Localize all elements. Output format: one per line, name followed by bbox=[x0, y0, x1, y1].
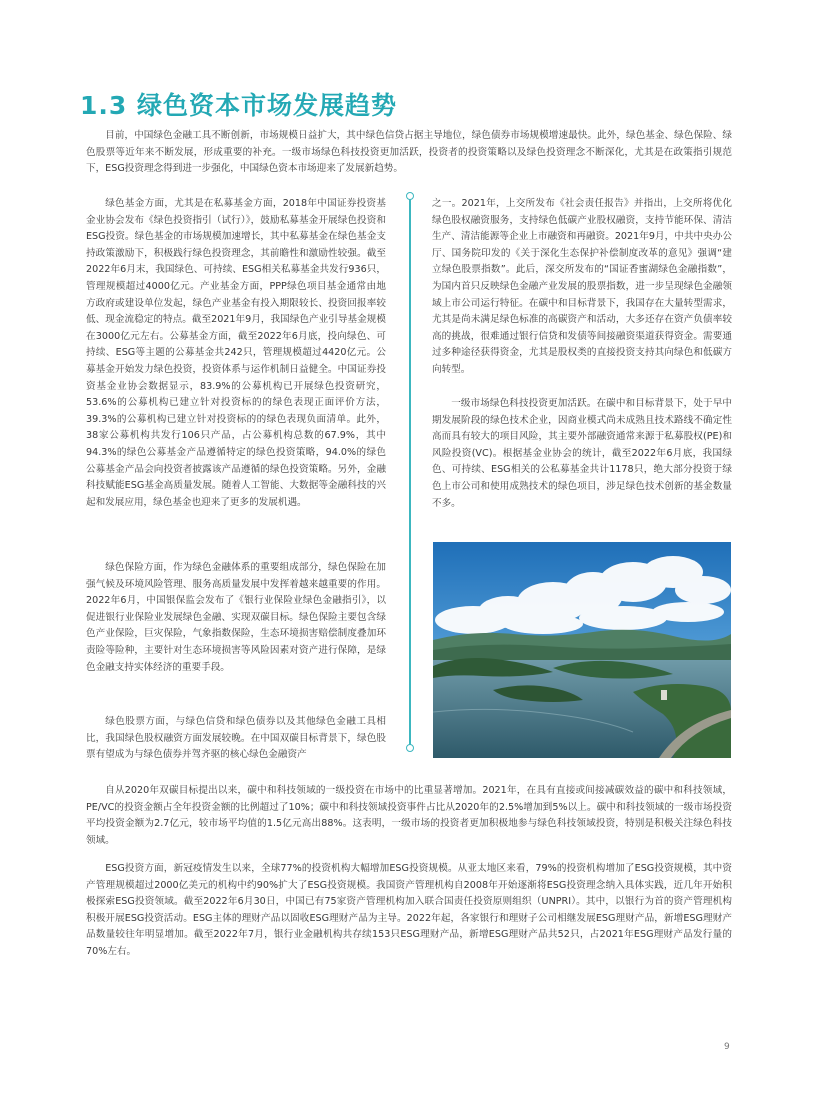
esg-investment-paragraph: ESG投资方面，新冠疫情发生以来，全球77%的投资机构大幅增加ESG投资规模。从亚太地区来看，79%的投资机构增加了ESG投资规模，其中资产管理规模超过2000亿美元的机构中约90%扩大了ESG投资规模。我国资产管理机构自2008年开始逐渐将ESG投资理念纳入具体实践，近几年开始积极探索ESG投资领域。截至2022年6月30日，中国已有75家资产管理机构加入联合国责任投资原则组织（UNPRI）。其中，以银行为首的资产管理机构积极开展ESG投资活动。ESG主体的理财产品以固收ESG理财产品为主导。2022年起，各家银行和理财子公司相继发展ESG理财产品，新增ESG理财产品数量较往年明显增加。截至2022年7月，银行业金融机构共存续153只ESG理财产品，新增ESG理财产品共52只，占2021年ESG理财产品发行量的70%左右。 bbox=[86, 863, 732, 957]
column-divider bbox=[409, 196, 411, 748]
divider-dot-top bbox=[406, 192, 414, 200]
divider-dot-bottom bbox=[406, 744, 414, 752]
green-stock-paragraph: 绿色股票方面，与绿色信贷和绿色债券以及其他绿色金融工具相比，我国绿色股权融资方面发展较晚。在中国双碳目标背景下，绿色股票有望成为与绿色债券并驾齐驱的核心绿色金融资产 bbox=[86, 716, 386, 761]
green-stock-continued-paragraph: 之一。2021年，上交所发布《社会责任报告》并指出，上交所将优化绿色股权融资服务，支持绿色低碳产业股权融资，支持节能环保、清洁生产、清洁能源等企业上市融资和再融资。2021年9月，中共中央办公厅、国务院印发的《关于深化生态保护补偿制度改革的意见》强调“建立绿色股票指数”。此后，深交所发布的“国证香蜜湖绿色金融指数”，为国内首只反映绿色金融产业发展的股票指数，进一步呈现绿色金融领域上市公司运行特征。在碳中和目标背景下，我国存在大量转型需求，尤其是尚未满足绿色标准的高碳资产和活动，大多还存在资产负债率较高的挑战，很难通过银行信贷和发债等间接融资渠道获得资金。需要通过多种途径获得资金，尤其是股权类的直接投资支持其向绿色和低碳方向转型。 bbox=[432, 198, 732, 375]
intro-paragraph: 目前，中国绿色金融工具不断创新，市场规模日益扩大，其中绿色信贷占据主导地位，绿色债券市场规模增速最快。此外，绿色基金、绿色保险、绿色股票等近年来不断发展，形成重要的补充。一级市场绿色科技投资更加活跃，投资者的投资策略以及绿色投资理念不断深化，尤其是在政策指引规范下，ESG投资理念得到进一步强化，中国绿色资本市场迎来了发展新趋势。 bbox=[86, 130, 732, 175]
carbon-neutral-tech-paragraph: 自从2020年双碳目标提出以来，碳中和科技领域的一级投资在市场中的比重显著增加。2021年，在具有直接或间接减碳效益的碳中和科技领域，PE/VC的投资金额占全年投资金额的比例超过了10%；碳中和科技领域投资事件占比从2020年的2.5%增加到5%以上。碳中和科技领域的一级市场投资平均投资金额为2.7亿元，较市场平均值的1.5亿元高出88%。这表明，一级市场的投资者更加积极地参与绿色科技领域投资，特别是积极关注绿色科技领域。 bbox=[86, 785, 732, 846]
section-heading: 1.3 绿色资本市场发展趋势 bbox=[80, 91, 397, 120]
green-tech-investment-paragraph: 一级市场绿色科技投资更加活跃。在碳中和目标背景下，处于早中期发展阶段的绿色技术企业，因商业模式尚未成熟且技术路线不确定性高而具有较大的项目风险，其主要外部融资通常来源于私募股权(PE)和风险投资(VC)。根据基金业协会的统计，截至2022年6月底，我国绿色、可持续、ESG相关的公私募基金共计1178只，绝大部分投资于绿色上市公司和使用成熟技术的绿色项目，涉足绿色技术创新的基金数量不多。 bbox=[432, 398, 732, 509]
lake-landscape-photo bbox=[433, 542, 731, 758]
green-fund-paragraph: 绿色基金方面，尤其是在私募基金方面，2018年中国证券投资基金业协会发布《绿色投资指引（试行）》，鼓励私募基金开展绿色投资和ESG投资。绿色基金的市场规模加速增长，其中私募基金在绿色基金支持政策激励下，积极践行绿色投资理念，其前瞻性和激励性较强。截至2022年6月末，我国绿色、可持续、ESG相关私募基金共发行936只，管理规模超过4000亿元。产业基金方面，PPP绿色项目基金通常由地方政府或建设单位发起，绿色产业基金有投入期限较长、投资回报率较低、现金流稳定的特点。截至2021年9月，我国绿色产业引导基金规模在3000亿元左右。公募基金方面，截至2022年6月底，投向绿色、可持续、ESG等主题的公募基金共242只，管理规模超过4420亿元。公募基金开始发力绿色投资，投资体系与运作机制日益健全。中国证券投资基金业协会数据显示，83.9%的公募机构已开展绿色投资研究，53.6%的公募机构已建立针对投资标的的绿色表现正面评价方法，39.3%的公募机构已建立针对投资标的的绿色表现负面清单。此外，38家公募机构共发行106只产品，占公募机构总数的67.9%，其中94.3%的绿色公募基金产品遵循特定的绿色投资策略，94.0%的绿色公募基金产品会向投资者披露该产品遵循的绿色投资策略。另外，金融科技赋能ESG基金高质量发展。随着人工智能、大数据等金融科技的兴起和发展应用，绿色基金也迎来了更多的发展机遇。 bbox=[86, 198, 386, 508]
page-number: 9 bbox=[724, 1042, 730, 1052]
green-insurance-paragraph: 绿色保险方面，作为绿色金融体系的重要组成部分，绿色保险在加强气候及环境风险管理、服务高质量发展中发挥着越来越重要的作用。2022年6月，中国银保监会发布了《银行业保险业绿色金融指引》，以促进银行业保险业发展绿色金融、实现双碳目标。绿色保险主要包含绿色产业保险，巨灾保险，气象指数保险，生态环境损害赔偿制度叠加环责险等险种，主要针对生态环境损害等风险因素对资产进行保障，是绿色金融支持实体经济的重要手段。 bbox=[86, 562, 386, 673]
